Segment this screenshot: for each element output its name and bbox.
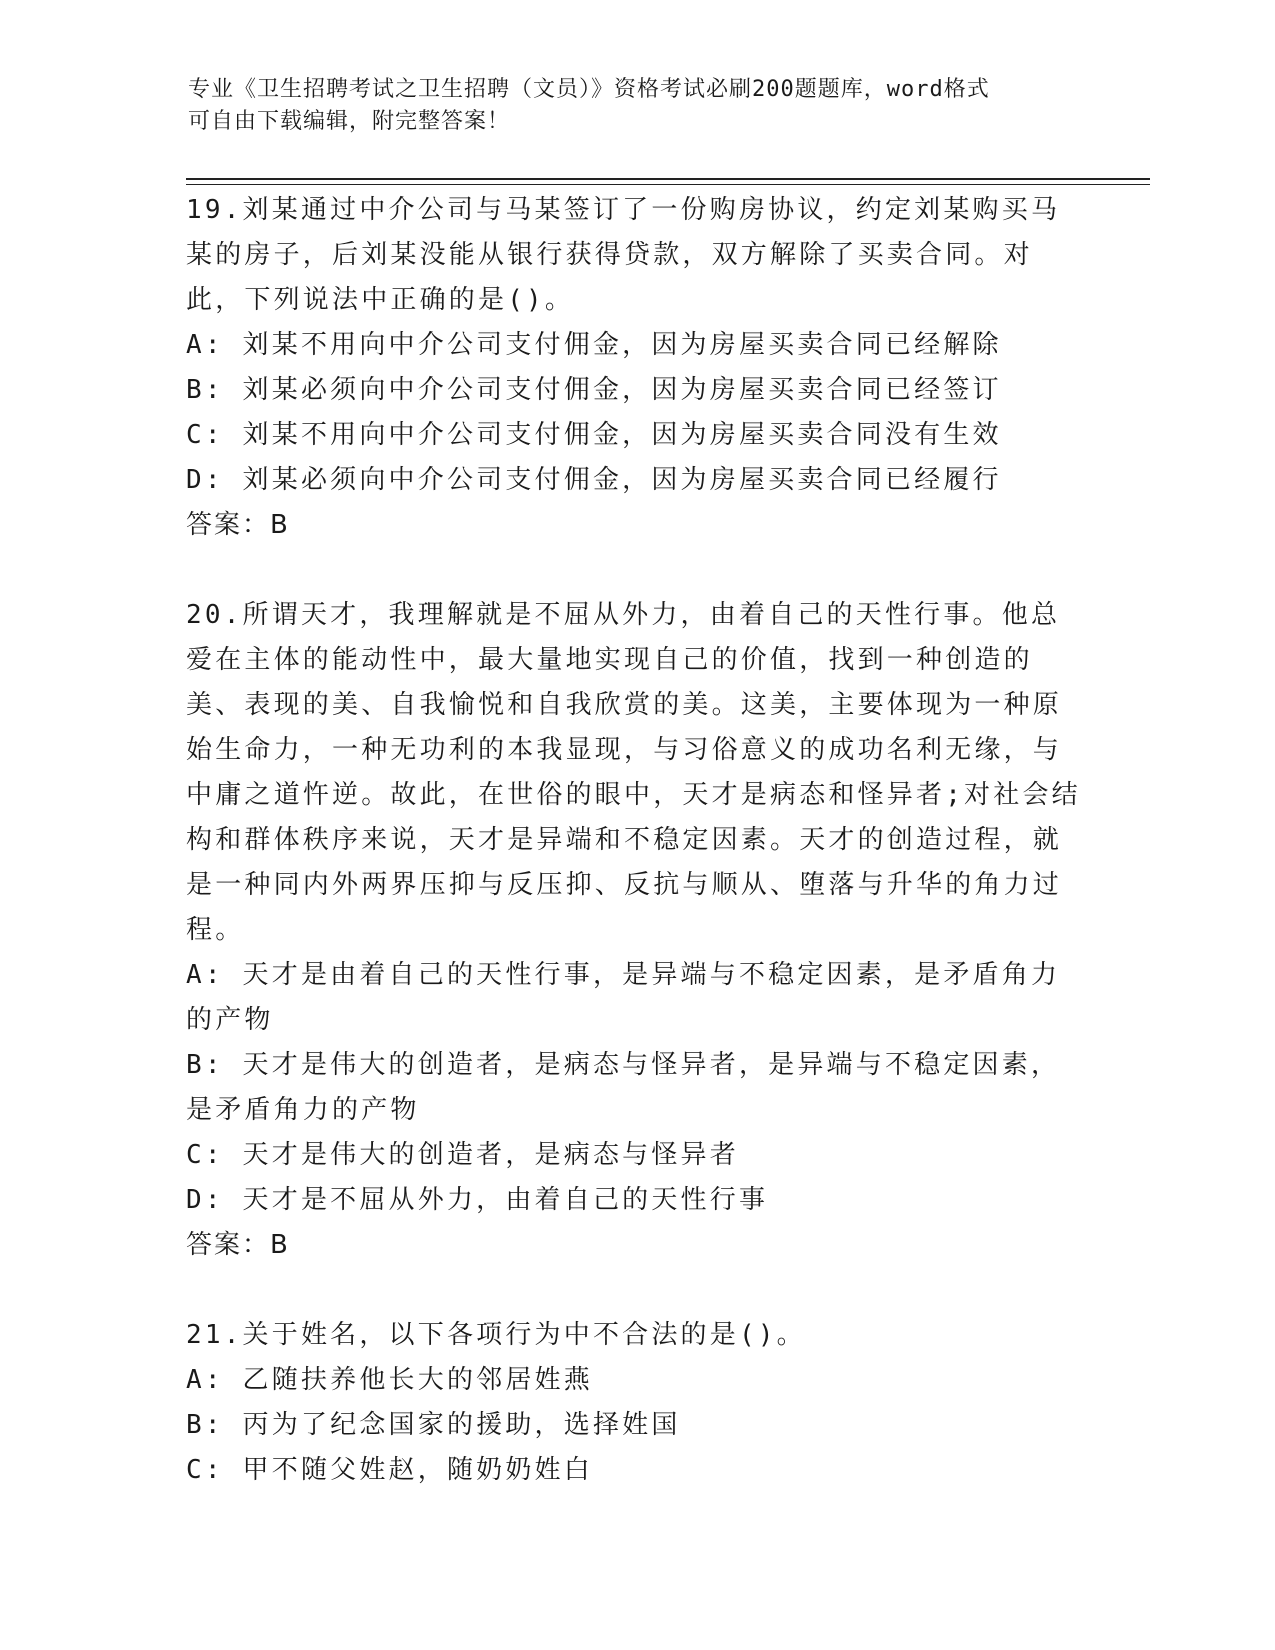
option-b: B: 丙为了纪念国家的援助，选择姓国 (186, 1410, 681, 1440)
answer-label: 答案：B (186, 1230, 290, 1260)
question-list (186, 188, 1086, 1493)
question-20 (186, 593, 1086, 1268)
header-line-2: 可自由下载编辑，附完整答案！ (188, 109, 511, 134)
header-divider-thick (186, 178, 1150, 180)
option-c: C: 甲不随父姓赵，随奶奶姓白 (186, 1455, 593, 1485)
option-a: A: 乙随扶养他长大的邻居姓燕 (186, 1365, 593, 1395)
option-b: B: 天才是伟大的创造者，是病态与怪异者，是异端与不稳定因素，是矛盾角力的产物 (186, 1050, 1061, 1125)
header-line-1: 专业《卫生招聘考试之卫生招聘（文员）》资格考试必刷200题题库，word格式 (188, 77, 990, 102)
header-divider-thin (186, 184, 1150, 185)
question-stem: 21.关于姓名，以下各项行为中不合法的是()。 (186, 1320, 806, 1350)
option-d: D: 天才是不屈从外力，由着自己的天性行事 (186, 1185, 769, 1215)
option-a: A: 天才是由着自己的天性行事，是异端与不稳定因素，是矛盾角力的产物 (186, 960, 1061, 1035)
option-a: A: 刘某不用向中介公司支付佣金，因为房屋买卖合同已经解除 (186, 330, 1002, 360)
question-stem: 19.刘某通过中介公司与马某签订了一份购房协议，约定刘某购买马某的房子，后刘某没能从银行获得贷款，双方解除了买卖合同。对此，下列说法中正确的是()。 (186, 195, 1061, 315)
answer-label: 答案：B (186, 510, 290, 540)
option-c: C: 刘某不用向中介公司支付佣金，因为房屋买卖合同没有生效 (186, 420, 1002, 450)
option-d: D: 刘某必须向中介公司支付佣金，因为房屋买卖合同已经履行 (186, 465, 1002, 495)
question-stem: 20.所谓天才，我理解就是不屈从外力，由着自己的天性行事。他总爱在主体的能动性中，最大量地实现自己的价值，找到一种创造的美、表现的美、自我愉悦和自我欣赏的美。这美，主要体现为一种原始生命力，一种无功利的本我显现，与习俗意义的成功名利无缘，与中庸之道忤逆。故此，在世俗的眼中，天才是病态和怪异者;对社会结构和群体秩序来说，天才是异端和不稳定因素。天才的创造过程，就是一种同内外两界压抑与反压抑、反抗与顺从、堕落与升华的角力过程。 (186, 600, 1081, 945)
document-header (188, 74, 1068, 138)
question-21 (186, 1313, 1086, 1493)
option-b: B: 刘某必须向中介公司支付佣金，因为房屋买卖合同已经签订 (186, 375, 1002, 405)
option-c: C: 天才是伟大的创造者，是病态与怪异者 (186, 1140, 739, 1170)
question-19 (186, 188, 1086, 548)
